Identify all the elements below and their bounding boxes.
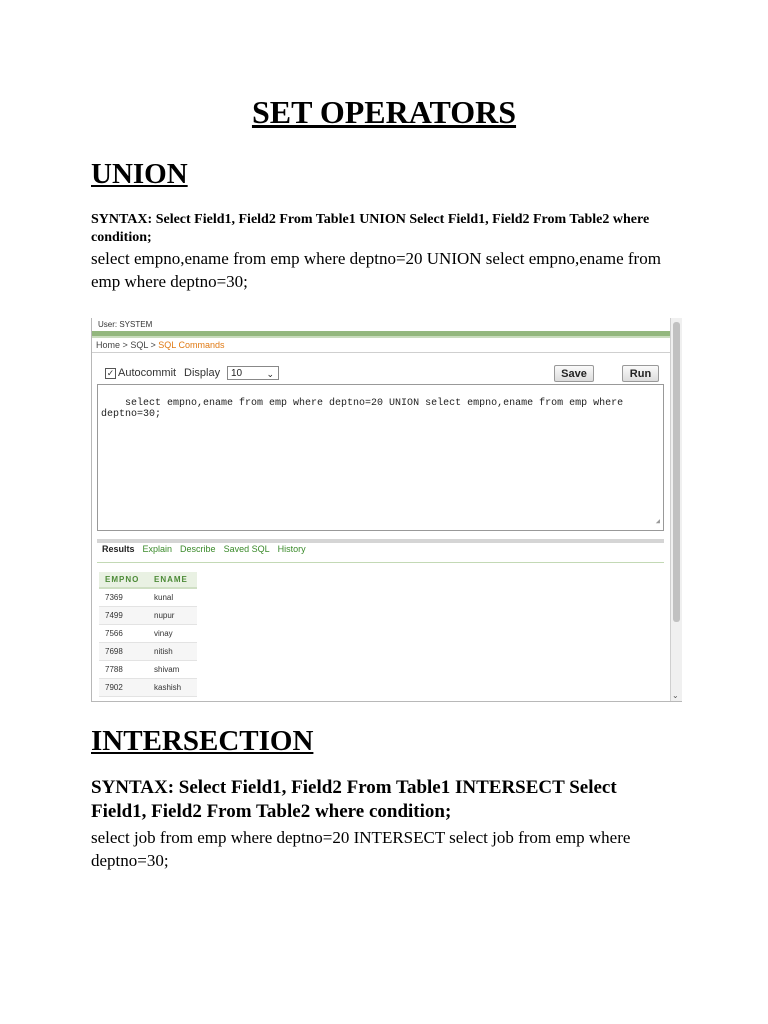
- cell-ename: kunal: [148, 588, 197, 607]
- tab-history[interactable]: History: [277, 544, 306, 554]
- cell-empno: 7369: [99, 588, 148, 607]
- tab-explain[interactable]: Explain: [142, 544, 173, 554]
- cell-empno: 7902: [99, 679, 148, 697]
- save-button[interactable]: Save: [554, 365, 594, 382]
- scrollbar-thumb[interactable]: [673, 322, 680, 622]
- display-select[interactable]: [227, 366, 279, 380]
- table-row: [99, 643, 197, 661]
- sql-editor[interactable]: [97, 384, 664, 531]
- vertical-scrollbar[interactable]: [670, 318, 682, 702]
- breadcrumb: [96, 340, 225, 350]
- cell-ename: shivam: [148, 661, 197, 679]
- autocommit-label: Autocommit: [118, 367, 177, 379]
- resize-grip-icon[interactable]: ◢: [655, 518, 660, 526]
- chevron-down-icon[interactable]: ⌄: [672, 691, 679, 700]
- union-heading: UNION: [91, 158, 188, 190]
- divider: [92, 352, 670, 353]
- cell-ename: nupur: [148, 607, 197, 625]
- result-tabs: [102, 544, 306, 554]
- union-example-query: select empno,ename from emp where deptno=20 UNION select empno,ename from emp where deptno=30;: [91, 249, 661, 291]
- page-title: SET OPERATORS: [251, 94, 517, 130]
- autocommit-control[interactable]: [105, 367, 176, 379]
- cell-ename: nitish: [148, 643, 197, 661]
- column-header-empno: EMPNO: [99, 572, 148, 588]
- table-row: [99, 588, 197, 607]
- divider: [97, 562, 664, 563]
- cell-empno: 7566: [99, 625, 148, 643]
- breadcrumb-sql[interactable]: SQL: [130, 340, 148, 350]
- tab-results[interactable]: Results: [102, 544, 135, 554]
- table-row: [99, 607, 197, 625]
- table-header-row: [99, 572, 197, 588]
- cell-empno: 7788: [99, 661, 148, 679]
- table-row: [99, 661, 197, 679]
- breadcrumb-separator: >: [150, 340, 156, 350]
- intersection-example-query: select job from emp where deptno=20 INTERSECT select job from emp where deptno=30;: [91, 828, 631, 870]
- cell-empno: 7499: [99, 607, 148, 625]
- sql-commands-screenshot: [91, 318, 682, 702]
- breadcrumb-current: SQL Commands: [158, 340, 225, 350]
- autocommit-checkbox[interactable]: ✓: [106, 367, 115, 378]
- union-syntax: SYNTAX: Select Field1, Field2 From Table1 UNION Select Field1, Field2 From Table2 where condition;: [91, 212, 650, 245]
- display-label: Display: [184, 367, 221, 379]
- cell-ename: vinay: [148, 625, 197, 643]
- table-row: [99, 679, 197, 697]
- header-bar-shade: [92, 336, 670, 338]
- column-header-ename: ENAME: [148, 572, 197, 588]
- results-table: [99, 572, 197, 697]
- sql-editor-text: select empno,ename from emp where deptno=20 UNION select empno,ename from emp where deptno=30;: [101, 398, 630, 420]
- user-label: User: SYSTEM: [98, 320, 153, 329]
- breadcrumb-separator: >: [122, 340, 128, 350]
- intersection-syntax: SYNTAX: Select Field1, Field2 From Table1 INTERSECT Select Field1, Field2 From Table2 where condition;: [91, 777, 617, 822]
- divider: [92, 701, 682, 702]
- cell-ename: kashish: [148, 679, 197, 697]
- table-row: [99, 625, 197, 643]
- intersection-heading: INTERSECTION: [91, 725, 314, 757]
- divider: [97, 539, 664, 543]
- cell-empno: 7698: [99, 643, 148, 661]
- tab-saved-sql[interactable]: Saved SQL: [223, 544, 270, 554]
- display-select-value: 10: [231, 368, 243, 379]
- chevron-down-icon: ⌄: [266, 369, 274, 379]
- run-button[interactable]: Run: [622, 365, 659, 382]
- tab-describe[interactable]: Describe: [180, 544, 216, 554]
- breadcrumb-home[interactable]: Home: [96, 340, 121, 350]
